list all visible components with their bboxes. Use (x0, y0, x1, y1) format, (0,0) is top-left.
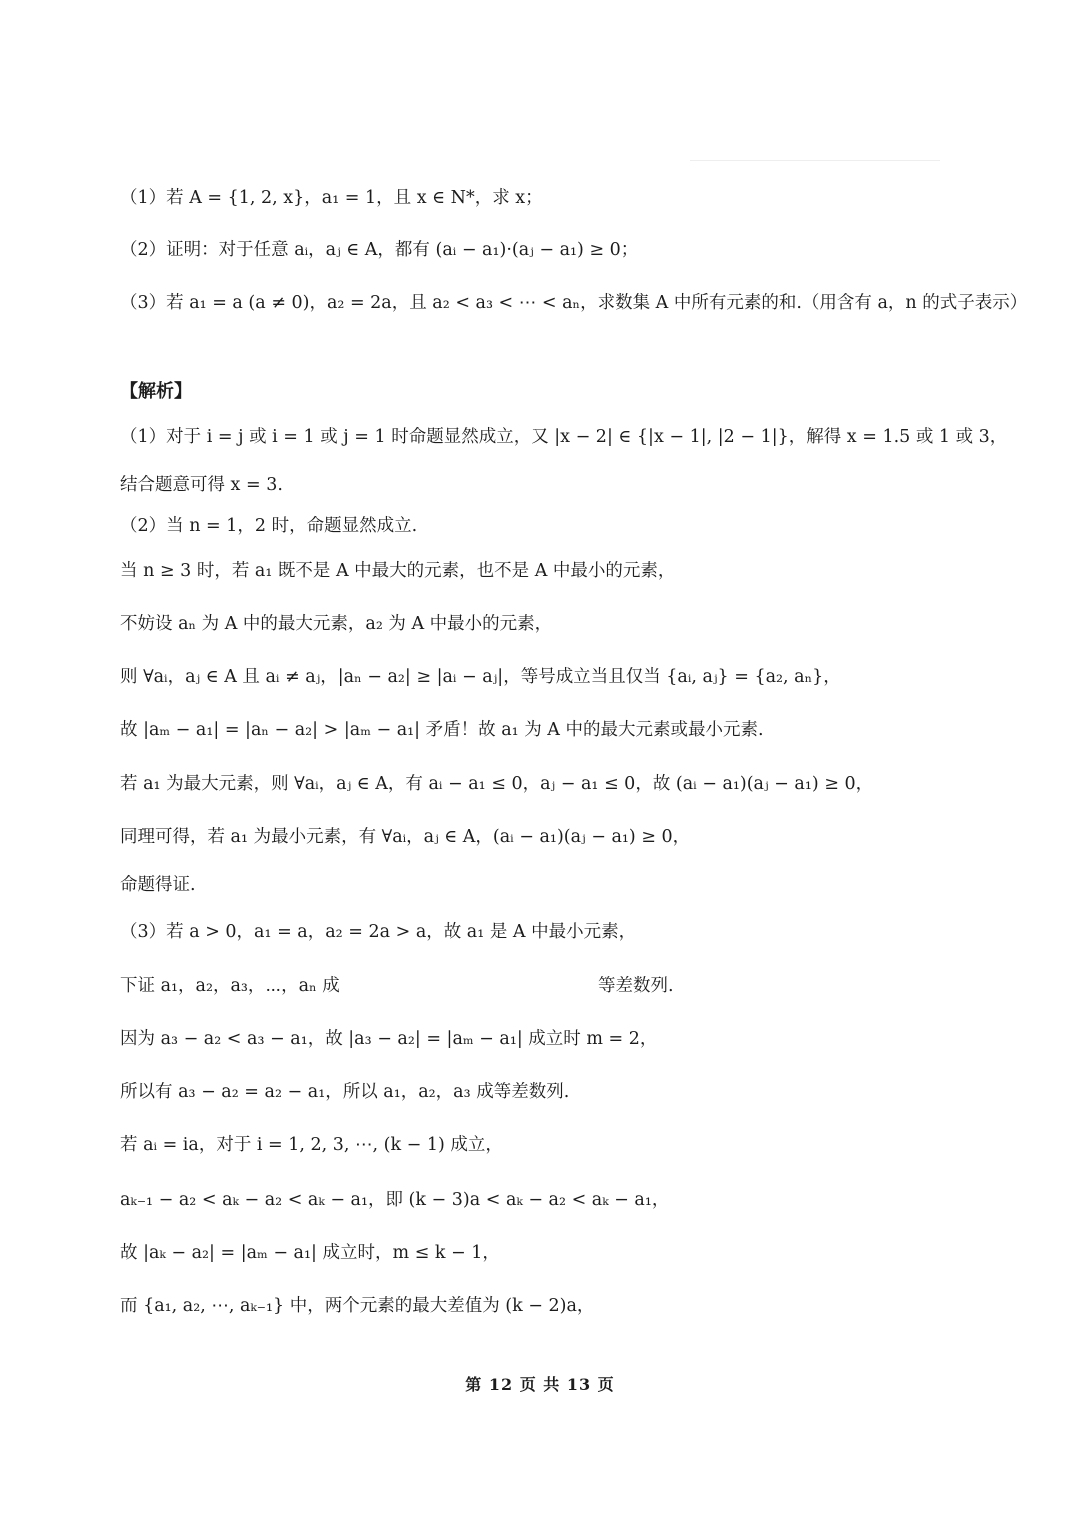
solution-line: 结合题意可得 x = 3. (120, 475, 283, 495)
solution-line: 则 ∀aᵢ，aⱼ ∈ A 且 aᵢ ≠ aⱼ，|aₙ − a₂| ≥ |aᵢ − aⱼ|，等号成立当且仅当 {aᵢ, aⱼ} = {a₂, aₙ}， (120, 667, 841, 687)
problem-part-1: （1）若 A = {1, 2, x}，a₁ = 1，且 x ∈ N*，求 x； (120, 188, 543, 208)
solution-heading: 【解析】 (120, 381, 192, 402)
solution-line: 所以有 a₃ − a₂ = a₂ − a₁，所以 a₁，a₂，a₃ 成等差数列. (120, 1082, 570, 1102)
solution-line: （1）对于 i = j 或 i = 1 或 j = 1 时命题显然成立，又 |x − 2| ∈ {|x − 1|, |2 − 1|}，解得 x = 1.5 或 1 或 3， (120, 427, 1008, 447)
solution-line: 当 n ≥ 3 时，若 a₁ 既不是 A 中最大的元素，也不是 A 中最小的元素， (120, 561, 676, 581)
faint-rule (690, 160, 940, 161)
solution-line: 下证 a₁，a₂，a₃，⋯，aₙ 成 (120, 976, 340, 996)
solution-line: 不妨设 aₙ 为 A 中的最大元素，a₂ 为 A 中最小的元素， (120, 614, 553, 634)
solution-line: 而 {a₁, a₂, ⋯, aₖ₋₁} 中，两个元素的最大差值为 (k − 2)a， (120, 1296, 595, 1316)
problem-part-3: （3）若 a₁ = a (a ≠ 0)，a₂ = 2a，且 a₂ < a₃ < ⋯ < aₙ，求数集 A 中所有元素的和.（用含有 a，n 的式子表示） (120, 293, 1028, 313)
solution-line: （3）若 a > 0，a₁ = a，a₂ = 2a > a，故 a₁ 是 A 中最小元素， (120, 922, 637, 942)
solution-line: 命题得证. (120, 875, 196, 895)
solution-line: 若 a₁ 为最大元素，则 ∀aᵢ，aⱼ ∈ A，有 aᵢ − a₁ ≤ 0，aⱼ − a₁ ≤ 0，故 (aᵢ − a₁)(aⱼ − a₁) ≥ 0， (120, 774, 874, 794)
solution-line: 故 |aₘ − a₁| = |aₙ − a₂| > |aₘ − a₁| 矛盾！故 a₁ 为 A 中的最大元素或最小元素. (120, 720, 764, 740)
page-number: 第 12 页 共 13 页 (465, 1375, 615, 1394)
solution-line: 等差数列. (598, 976, 674, 996)
solution-line: 同理可得，若 a₁ 为最小元素，有 ∀aᵢ，aⱼ ∈ A，(aᵢ − a₁)(aⱼ − a₁) ≥ 0， (120, 827, 691, 847)
problem-part-2: （2）证明：对于任意 aᵢ，aⱼ ∈ A，都有 (aᵢ − a₁)·(aⱼ − a₁) ≥ 0； (120, 240, 639, 260)
solution-line: 若 aᵢ = ia，对于 i = 1, 2, 3, ⋯, (k − 1) 成立， (120, 1135, 503, 1155)
solution-line: aₖ₋₁ − a₂ < aₖ − a₂ < aₖ − a₁，即 (k − 3)a < aₖ − a₂ < aₖ − a₁， (120, 1190, 670, 1210)
solution-line: 故 |aₖ − a₂| = |aₘ − a₁| 成立时，m ≤ k − 1， (120, 1243, 500, 1263)
solution-line: 因为 a₃ − a₂ < a₃ − a₁，故 |a₃ − a₂| = |aₘ − a₁| 成立时 m = 2， (120, 1029, 658, 1049)
solution-line: （2）当 n = 1，2 时，命题显然成立. (120, 516, 418, 536)
